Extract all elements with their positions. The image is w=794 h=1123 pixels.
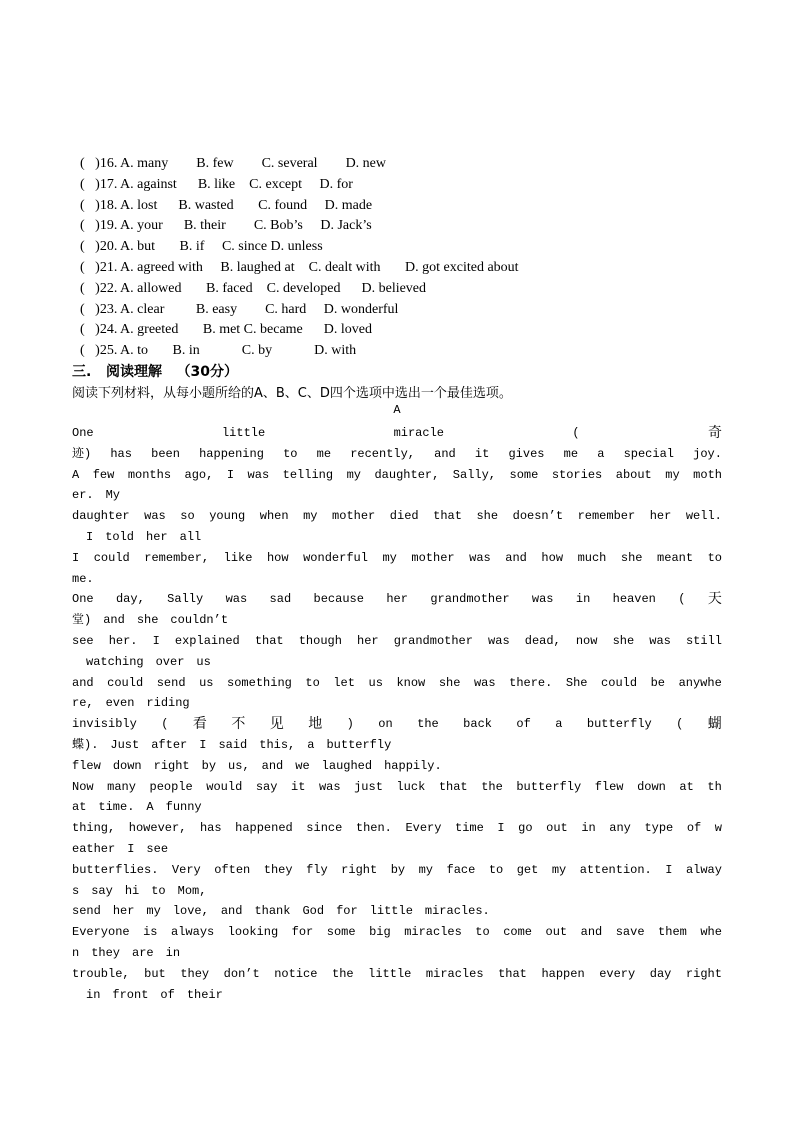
passage-line: eather I see [72,841,169,856]
choice-item: ( )20. A. but B. if C. since D. unless [80,239,323,255]
passage-line: re, even riding [72,696,190,711]
choice-item: ( )25. A. to B. in C. by D. with [80,343,357,359]
choice-item: ( )17. A. against B. like C. except D. for [80,176,353,192]
passage-line: One little miracle ( 奇 [72,425,722,441]
passage-line: 堂) and she couldn’t [72,613,229,628]
passage-line: n they are in [72,945,181,960]
passage-line: watching over us [86,654,211,669]
passage-line: s say hi to Mom, [72,883,207,898]
passage-line: me. [72,571,94,586]
passage-line: invisibly ( 看 不 见 地 ) on the back of a butterfly ( 蝴 [72,716,722,733]
choice-item: ( )16. A. many B. few C. several D. new [80,156,387,171]
section-title: 三. 阅读理解 （30分） [72,364,239,380]
passage-line: Now many people would say it was just luck that the butterfly flew down at th [72,779,722,794]
passage-line: I told her all [86,529,202,544]
choice-list [80,154,740,362]
choice-item: ( )24. A. greeted B. met C. became D. loved [80,322,372,338]
passage-line: 迹) has been happening to me recently, and it gives me a special joy. [72,446,722,461]
passage-label: A [393,403,401,417]
passage-line: 蝶). Just after I said this, a butterfly [72,737,392,752]
passage-line: in front of their [86,987,223,1002]
passage-line: send her my love, and thank God for little miracles. [72,904,490,919]
reading-passage [72,423,722,1005]
passage-line: butterflies. Very often they fly right by my face to get my attention. I alway [72,862,722,877]
passage-line: A few months ago, I was telling my daughter, Sally, some stories about my moth [72,467,722,482]
passage-line: daughter was so young when my mother died that she doesn’t remember her well. [72,509,722,524]
choice-item: ( )18. A. lost B. wasted C. found D. made [80,197,373,213]
instruction-text: 阅读下列材料，从每小题所给的A、B、C、D四个选项中选出一个最佳选项。 [72,386,512,401]
choice-item: ( )21. A. agreed with B. laughed at C. dealt with D. got excited about [80,259,519,275]
passage-line: see her. I explained that though her grandmother was dead, now she was still [72,633,722,648]
passage-line: at time. A funny [72,800,202,815]
passage-line: trouble, but they don’t notice the little miracles that happen every day right [72,966,722,981]
passage-line: flew down right by us, and we laughed happily. [72,758,442,773]
passage-line: One day, Sally was sad because her grandmother was in heaven ( 天 [72,591,722,608]
passage-line: er. My [72,488,121,503]
passage-line: thing, however, has happened since then. Every time I go out in any type of w [72,821,722,836]
choice-item: ( )22. A. allowed B. faced C. developed D. believed [80,280,427,296]
passage-line: and could send us something to let us know she was there. She could be anywhe [72,675,722,690]
passage-line: I could remember, like how wonderful my mother was and how much she meant to [72,550,722,565]
passage-line: Everyone is always looking for some big miracles to come out and save them whe [72,925,722,940]
choice-item: ( )23. A. clear B. easy C. hard D. wonderful [80,301,399,317]
choice-item: ( )19. A. your B. their C. Bob’s D. Jack’s [80,218,372,234]
